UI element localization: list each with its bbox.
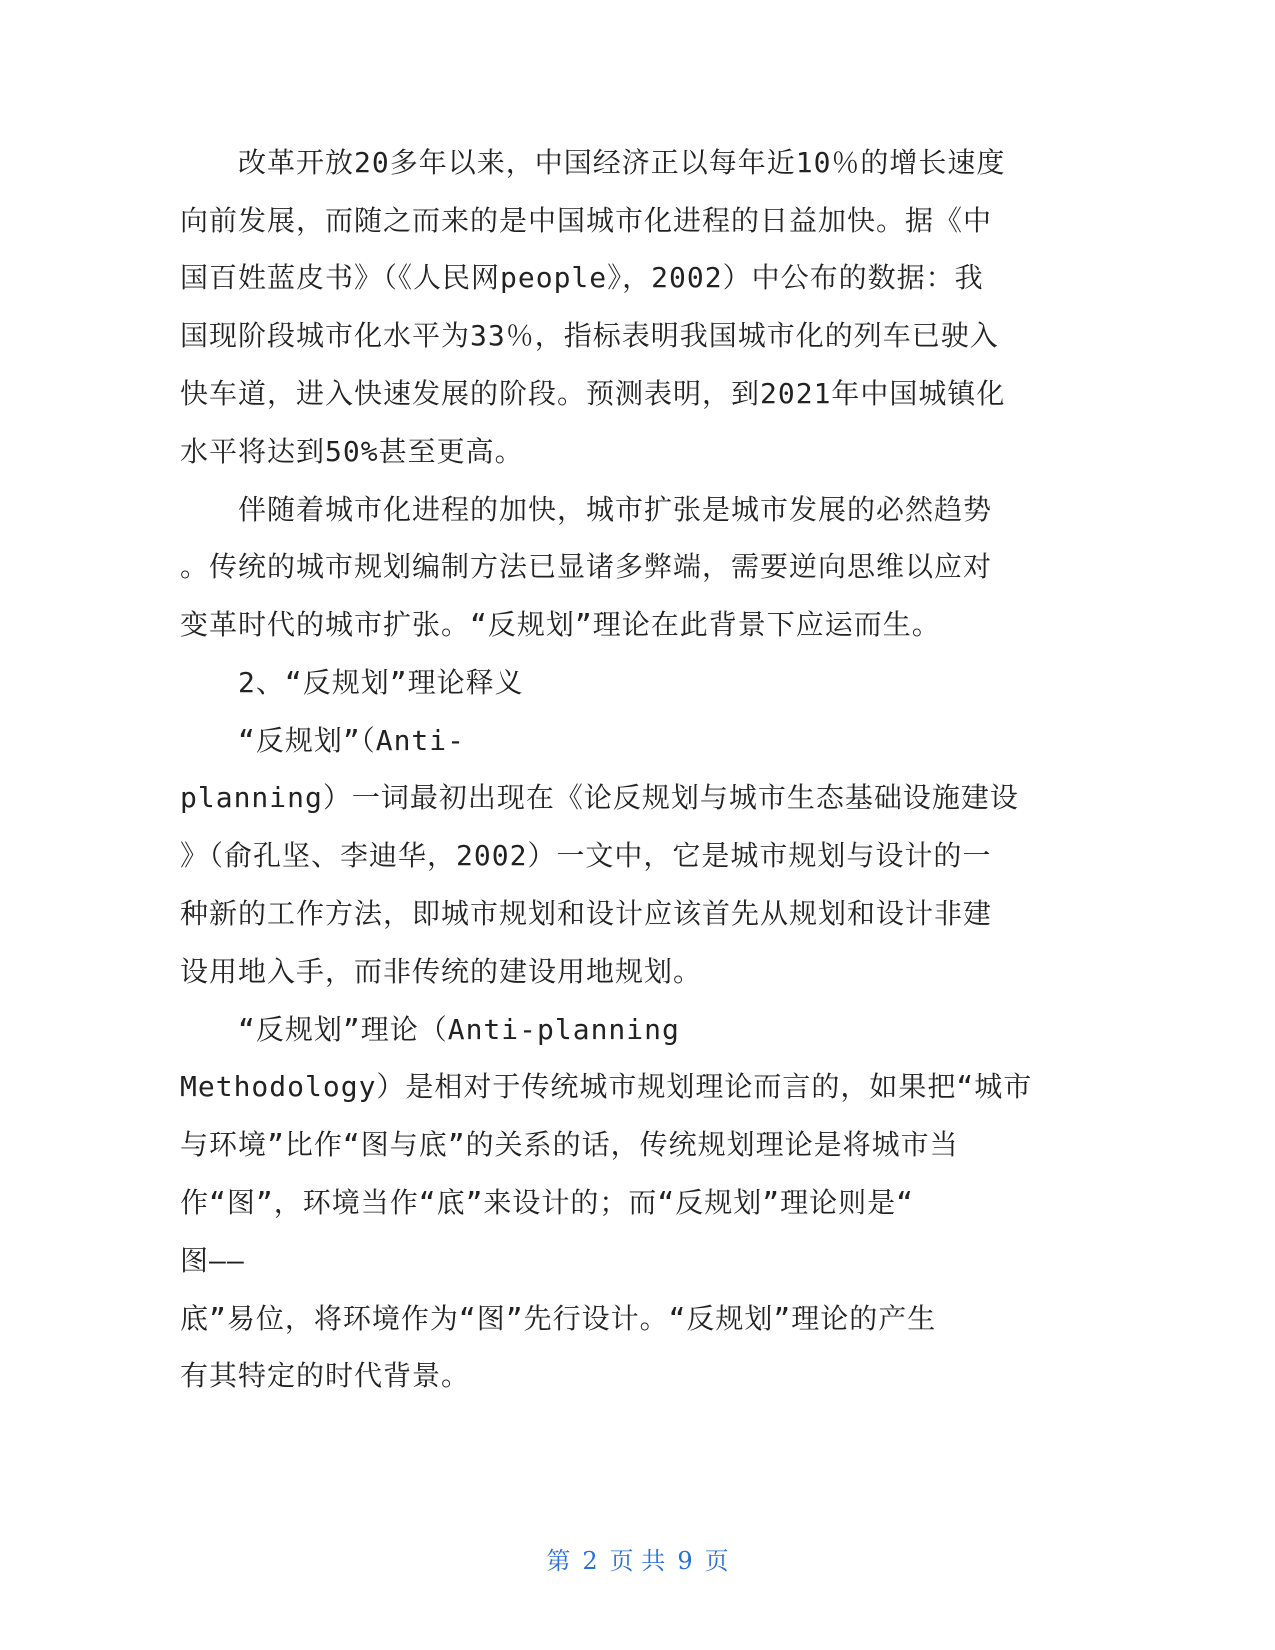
paragraph-line: “反规划”（Anti- [238,724,466,757]
paragraph-line: 变革时代的城市扩张。“反规划”理论在此背景下应运而生。 [180,608,941,641]
footer-suffix: 页 [704,1547,729,1575]
current-page-number: 2 [582,1547,598,1575]
total-page-count: 9 [677,1547,693,1575]
paragraph-line: 与环境”比作“图与底”的关系的话，传统规划理论是将城市当 [180,1128,959,1161]
paragraph-line: 快车道，进入快速发展的阶段。预测表明，到2021年中国城镇化 [180,377,1006,410]
paragraph-line: 。传统的城市规划编制方法已显诸多弊端，需要逆向思维以应对 [180,550,993,583]
paragraph-line: 设用地入手，而非传统的建设用地规划。 [180,955,703,988]
paragraph-line: 水平将达到50%甚至更高。 [180,435,524,468]
paragraph-line: 图—— [180,1244,245,1277]
paragraph-line: 有其特定的时代背景。 [180,1359,471,1392]
paragraph-line: 国百姓蓝皮书》（《人民网people》，2002）中公布的数据：我 [180,261,984,294]
page-footer [0,1546,1275,1576]
paragraph-line: Methodology）是相对于传统城市规划理论而言的，如果把“城市 [180,1070,1033,1103]
paragraph-line: 向前发展，而随之而来的是中国城市化进程的日益加快。据《中 [180,204,993,237]
paragraph-line: 作“图”，环境当作“底”来设计的；而“反规划”理论则是“ [180,1186,915,1219]
section-heading: 2、“反规划”理论释义 [238,666,524,699]
paragraph-line: 》（俞孔坚、李迪华，2002）一文中，它是城市规划与设计的一 [180,839,992,872]
paragraph-line: planning）一词最初出现在《论反规划与城市生态基础设施建设 [180,781,1019,814]
paragraph-line: 底”易位，将环境作为“图”先行设计。“反规划”理论的产生 [180,1302,937,1335]
paragraph-line: 国现阶段城市化水平为33％，指标表明我国城市化的列车已驶入 [180,319,999,352]
paragraph-line: “反规划”理论（Anti-planning [238,1013,680,1046]
paragraph-line: 改革开放20多年以来，中国经济正以每年近10％的增长速度 [238,146,1006,179]
paragraph-line: 种新的工作方法，即城市规划和设计应该首先从规划和设计非建 [180,897,993,930]
paragraph-line: 伴随着城市化进程的加快，城市扩张是城市发展的必然趋势 [238,493,993,526]
footer-prefix: 第 [546,1547,571,1575]
footer-middle: 页 共 [609,1547,666,1575]
